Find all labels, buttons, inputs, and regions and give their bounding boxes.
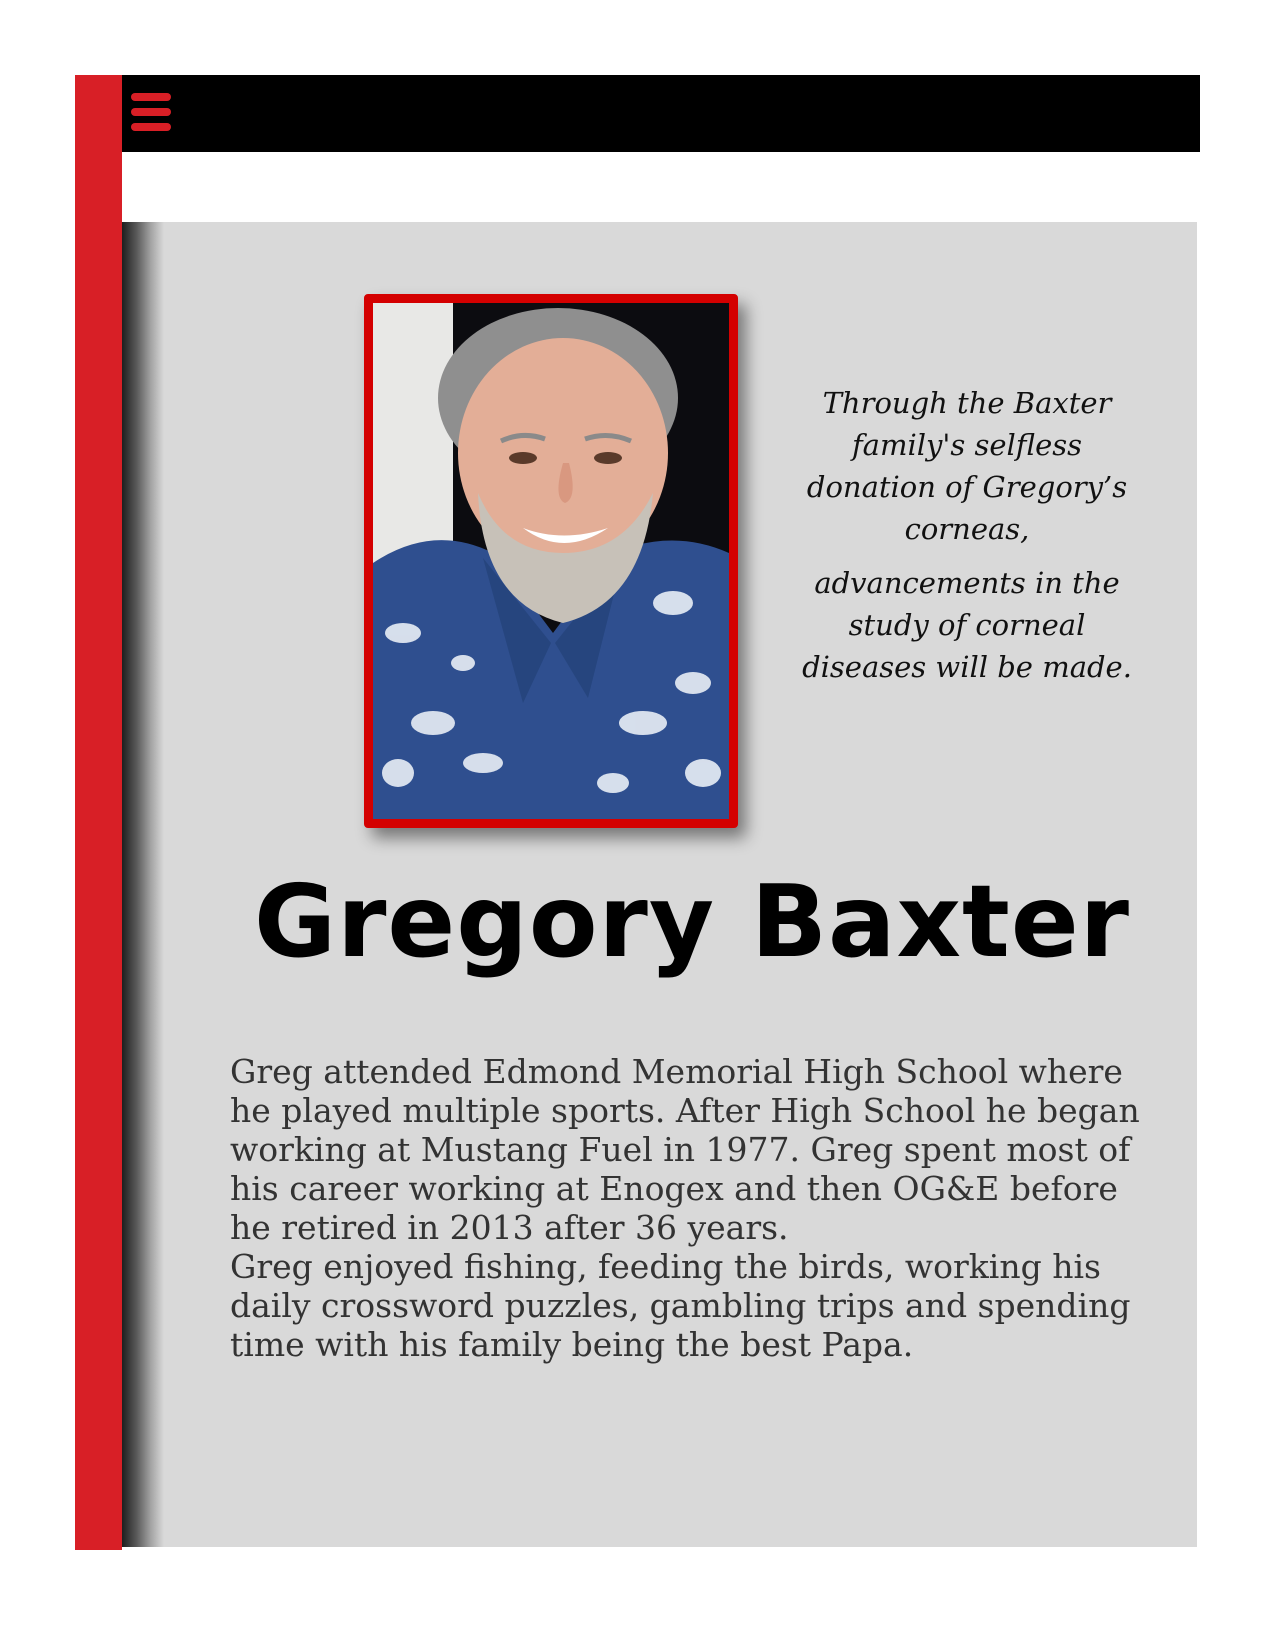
panel-shadow — [122, 222, 164, 1547]
hamburger-menu-icon[interactable] — [131, 93, 171, 131]
quote-line-2: advancements in the study of corneal diseases will be made. — [802, 566, 1132, 684]
portrait-illustration — [373, 303, 729, 819]
menu-icon-line — [131, 108, 171, 116]
donor-name-heading: Gregory Baxter — [254, 863, 1130, 980]
quote-line-1: Through the Baxter family's selfless donation of Gregory’s corneas, — [806, 386, 1128, 546]
bio-paragraph-2: Greg enjoyed fishing, feeding the birds, working his daily crossword puzzles, gambling trips and spending time with his family being the best Papa. — [230, 1247, 1131, 1364]
top-navigation-bar — [122, 75, 1200, 152]
left-accent-bar — [75, 75, 122, 1550]
biography — [230, 1052, 1150, 1364]
memorial-panel — [122, 222, 1197, 1547]
bio-paragraph-1: Greg attended Edmond Memorial High School where he played multiple sports. After High School he began working at Mustang Fuel in 1977. Greg spent most of his career working at Enogex and then OG&E before he retired in 2013 after 36 years. — [230, 1052, 1140, 1247]
portrait-photo — [364, 294, 738, 828]
donation-quote — [787, 382, 1147, 688]
menu-icon-line — [131, 93, 171, 101]
menu-icon-line — [131, 123, 171, 131]
